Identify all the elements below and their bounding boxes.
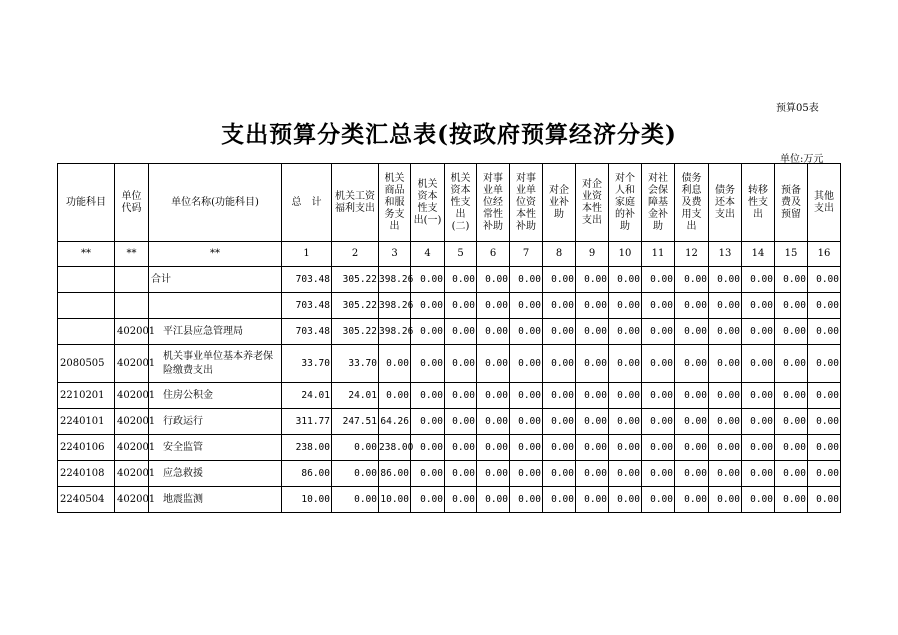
amount-cell: 398.26 xyxy=(379,293,411,319)
amount-cell: 398.26 xyxy=(379,319,411,345)
amount-cell: 0.00 xyxy=(709,345,742,383)
amount-cell: 0.00 xyxy=(742,319,775,345)
amount-cell: 0.00 xyxy=(709,461,742,487)
amount-cell: 0.00 xyxy=(775,319,808,345)
amount-cell: 0.00 xyxy=(609,383,642,409)
column-index: ** xyxy=(115,242,149,267)
amount-cell: 0.00 xyxy=(775,487,808,513)
amount-cell: 0.00 xyxy=(808,383,841,409)
unit-name-cell: 行政运行 xyxy=(149,409,282,435)
amount-cell: 0.00 xyxy=(379,383,411,409)
column-index: 8 xyxy=(543,242,576,267)
amount-cell: 0.00 xyxy=(332,487,379,513)
amount-cell: 0.00 xyxy=(411,293,445,319)
amount-cell: 0.00 xyxy=(510,383,543,409)
amount-cell: 0.00 xyxy=(445,319,477,345)
amount-cell: 0.00 xyxy=(543,461,576,487)
amount-cell: 0.00 xyxy=(543,293,576,319)
unit-name-cell: 平江县应急管理局 xyxy=(149,319,282,345)
column-header: 对事业单位经常性补助 xyxy=(477,164,510,242)
column-header: 其他支出 xyxy=(808,164,841,242)
amount-cell: 0.00 xyxy=(477,267,510,293)
amount-cell: 0.00 xyxy=(332,435,379,461)
column-header: 债务利息及费用支出 xyxy=(675,164,709,242)
amount-cell: 86.00 xyxy=(282,461,332,487)
table-row xyxy=(58,293,841,319)
unit-code-cell: 402001 xyxy=(115,435,149,461)
amount-cell: 0.00 xyxy=(510,267,543,293)
function-code-cell: 2210201 xyxy=(58,383,115,409)
amount-cell: 0.00 xyxy=(642,461,675,487)
column-header: 机关资本性支出(二) xyxy=(445,164,477,242)
amount-cell: 33.70 xyxy=(282,345,332,383)
unit-code-cell xyxy=(115,267,149,293)
column-header: 债务还本支出 xyxy=(709,164,742,242)
amount-cell: 0.00 xyxy=(642,383,675,409)
amount-cell: 0.00 xyxy=(609,293,642,319)
amount-cell: 0.00 xyxy=(445,409,477,435)
amount-cell: 0.00 xyxy=(642,293,675,319)
unit-code-cell: 402001 xyxy=(115,319,149,345)
amount-cell: 0.00 xyxy=(642,487,675,513)
amount-cell: 0.00 xyxy=(609,409,642,435)
column-index: 6 xyxy=(477,242,510,267)
amount-cell: 0.00 xyxy=(411,267,445,293)
amount-cell: 0.00 xyxy=(709,487,742,513)
amount-cell: 0.00 xyxy=(742,487,775,513)
amount-cell: 0.00 xyxy=(576,293,609,319)
column-index: 11 xyxy=(642,242,675,267)
amount-cell: 0.00 xyxy=(808,461,841,487)
amount-cell: 238.00 xyxy=(379,435,411,461)
unit-code-cell xyxy=(115,293,149,319)
function-code-cell xyxy=(58,293,115,319)
unit-code-cell: 402001 xyxy=(115,345,149,383)
column-header: 单位名称(功能科目) xyxy=(149,164,282,242)
column-index: 5 xyxy=(445,242,477,267)
amount-cell: 0.00 xyxy=(609,345,642,383)
column-header: 机关资本性支出(一) xyxy=(411,164,445,242)
table-row xyxy=(58,409,841,435)
amount-cell: 0.00 xyxy=(543,383,576,409)
amount-cell: 0.00 xyxy=(543,487,576,513)
amount-cell: 0.00 xyxy=(477,409,510,435)
column-header: 对企业资本性支出 xyxy=(576,164,609,242)
table-row xyxy=(58,267,841,293)
amount-cell: 0.00 xyxy=(576,267,609,293)
amount-cell: 0.00 xyxy=(609,461,642,487)
column-index: 13 xyxy=(709,242,742,267)
amount-cell: 703.48 xyxy=(282,293,332,319)
amount-cell: 0.00 xyxy=(510,293,543,319)
amount-cell: 0.00 xyxy=(742,409,775,435)
amount-cell: 0.00 xyxy=(576,461,609,487)
table-body xyxy=(58,267,841,513)
unit-name-cell xyxy=(149,293,282,319)
amount-cell: 0.00 xyxy=(675,267,709,293)
column-header: 机关商品和服务支出 xyxy=(379,164,411,242)
column-index: 16 xyxy=(808,242,841,267)
amount-cell: 0.00 xyxy=(477,319,510,345)
amount-cell: 10.00 xyxy=(282,487,332,513)
unit-name-cell: 地震监测 xyxy=(149,487,282,513)
amount-cell: 247.51 xyxy=(332,409,379,435)
amount-cell: 703.48 xyxy=(282,267,332,293)
unit-name-cell: 应急救援 xyxy=(149,461,282,487)
unit-name-cell: 住房公积金 xyxy=(149,383,282,409)
amount-cell: 0.00 xyxy=(543,319,576,345)
amount-cell: 0.00 xyxy=(775,435,808,461)
amount-cell: 0.00 xyxy=(808,435,841,461)
column-header: 机关工资福利支出 xyxy=(332,164,379,242)
amount-cell: 24.01 xyxy=(282,383,332,409)
amount-cell: 86.00 xyxy=(379,461,411,487)
amount-cell: 0.00 xyxy=(543,267,576,293)
amount-cell: 0.00 xyxy=(775,345,808,383)
table-row xyxy=(58,461,841,487)
amount-cell: 0.00 xyxy=(576,409,609,435)
amount-cell: 0.00 xyxy=(742,461,775,487)
amount-cell: 0.00 xyxy=(642,319,675,345)
amount-cell: 0.00 xyxy=(742,345,775,383)
amount-cell: 311.77 xyxy=(282,409,332,435)
column-index: 7 xyxy=(510,242,543,267)
amount-cell: 0.00 xyxy=(411,487,445,513)
amount-cell: 0.00 xyxy=(775,461,808,487)
amount-cell: 0.00 xyxy=(675,293,709,319)
amount-cell: 0.00 xyxy=(510,487,543,513)
table-row xyxy=(58,487,841,513)
column-index: 4 xyxy=(411,242,445,267)
amount-cell: 0.00 xyxy=(445,383,477,409)
amount-cell: 305.22 xyxy=(332,319,379,345)
amount-cell: 0.00 xyxy=(609,487,642,513)
amount-cell: 0.00 xyxy=(675,345,709,383)
amount-cell: 0.00 xyxy=(576,383,609,409)
amount-cell: 0.00 xyxy=(609,319,642,345)
amount-cell: 0.00 xyxy=(411,461,445,487)
column-header: 转移性支出 xyxy=(742,164,775,242)
amount-cell: 0.00 xyxy=(609,435,642,461)
column-index: 3 xyxy=(379,242,411,267)
amount-cell: 0.00 xyxy=(808,487,841,513)
amount-cell: 0.00 xyxy=(477,487,510,513)
amount-cell: 0.00 xyxy=(576,345,609,383)
amount-cell: 0.00 xyxy=(742,383,775,409)
column-index: ** xyxy=(58,242,115,267)
amount-cell: 703.48 xyxy=(282,319,332,345)
amount-cell: 0.00 xyxy=(709,319,742,345)
amount-cell: 0.00 xyxy=(808,409,841,435)
column-index: 2 xyxy=(332,242,379,267)
amount-cell: 0.00 xyxy=(477,293,510,319)
column-index: ** xyxy=(149,242,282,267)
amount-cell: 0.00 xyxy=(543,409,576,435)
amount-cell: 0.00 xyxy=(642,267,675,293)
amount-cell: 398.26 xyxy=(379,267,411,293)
amount-cell: 0.00 xyxy=(609,267,642,293)
amount-cell: 24.01 xyxy=(332,383,379,409)
column-header: 对事业单位资本性补助 xyxy=(510,164,543,242)
amount-cell: 0.00 xyxy=(477,461,510,487)
amount-cell: 64.26 xyxy=(379,409,411,435)
amount-cell: 0.00 xyxy=(642,435,675,461)
amount-cell: 0.00 xyxy=(477,383,510,409)
amount-cell: 0.00 xyxy=(411,435,445,461)
column-index: 9 xyxy=(576,242,609,267)
amount-cell: 0.00 xyxy=(477,345,510,383)
column-index: 14 xyxy=(742,242,775,267)
amount-cell: 0.00 xyxy=(576,487,609,513)
column-index-row xyxy=(58,242,841,267)
amount-cell: 0.00 xyxy=(742,293,775,319)
amount-cell: 0.00 xyxy=(709,435,742,461)
amount-cell: 0.00 xyxy=(445,345,477,383)
amount-cell: 238.00 xyxy=(282,435,332,461)
unit-name-cell: 合计 xyxy=(149,267,282,293)
column-header: 功能科目 xyxy=(58,164,115,242)
column-header: 预备费及预留 xyxy=(775,164,808,242)
unit-code-cell: 402001 xyxy=(115,383,149,409)
amount-cell: 0.00 xyxy=(675,487,709,513)
function-code-cell xyxy=(58,319,115,345)
amount-cell: 0.00 xyxy=(576,319,609,345)
column-header: 对社会保障基金补助 xyxy=(642,164,675,242)
amount-cell: 0.00 xyxy=(576,435,609,461)
amount-cell: 0.00 xyxy=(675,383,709,409)
amount-cell: 0.00 xyxy=(379,345,411,383)
page-title: 支出预算分类汇总表(按政府预算经济分类) xyxy=(221,121,677,148)
table-row xyxy=(58,345,841,383)
amount-cell: 33.70 xyxy=(332,345,379,383)
amount-cell: 0.00 xyxy=(808,267,841,293)
table-row xyxy=(58,435,841,461)
column-header: 单位代码 xyxy=(115,164,149,242)
amount-cell: 0.00 xyxy=(808,345,841,383)
amount-cell: 0.00 xyxy=(445,435,477,461)
amount-cell: 0.00 xyxy=(675,319,709,345)
amount-cell: 0.00 xyxy=(477,435,510,461)
amount-cell: 0.00 xyxy=(642,409,675,435)
header-row xyxy=(58,164,841,242)
amount-cell: 0.00 xyxy=(775,293,808,319)
amount-cell: 0.00 xyxy=(445,293,477,319)
table-row xyxy=(58,319,841,345)
amount-cell: 0.00 xyxy=(742,435,775,461)
unit-code-cell: 402001 xyxy=(115,487,149,513)
amount-cell: 0.00 xyxy=(775,409,808,435)
amount-cell: 0.00 xyxy=(543,345,576,383)
budget-table xyxy=(57,163,841,513)
amount-cell: 305.22 xyxy=(332,267,379,293)
amount-cell: 0.00 xyxy=(332,461,379,487)
column-header: 对个人和家庭的补助 xyxy=(609,164,642,242)
function-code-cell: 2240504 xyxy=(58,487,115,513)
function-code-cell: 2240101 xyxy=(58,409,115,435)
amount-cell: 0.00 xyxy=(510,461,543,487)
function-code-cell: 2240106 xyxy=(58,435,115,461)
amount-cell: 0.00 xyxy=(445,267,477,293)
amount-cell: 0.00 xyxy=(411,319,445,345)
form-number: 预算05表 xyxy=(776,103,819,114)
amount-cell: 0.00 xyxy=(543,435,576,461)
unit-name-cell: 机关事业单位基本养老保险缴费支出 xyxy=(149,345,282,383)
amount-cell: 0.00 xyxy=(445,461,477,487)
column-header: 总 计 xyxy=(282,164,332,242)
amount-cell: 0.00 xyxy=(775,383,808,409)
amount-cell: 0.00 xyxy=(411,345,445,383)
unit-code-cell: 402001 xyxy=(115,461,149,487)
column-index: 12 xyxy=(675,242,709,267)
amount-cell: 0.00 xyxy=(510,435,543,461)
amount-cell: 0.00 xyxy=(808,293,841,319)
amount-cell: 0.00 xyxy=(709,409,742,435)
table-row xyxy=(58,383,841,409)
amount-cell: 0.00 xyxy=(808,319,841,345)
amount-cell: 0.00 xyxy=(675,409,709,435)
amount-cell: 10.00 xyxy=(379,487,411,513)
column-index: 1 xyxy=(282,242,332,267)
amount-cell: 0.00 xyxy=(642,345,675,383)
function-code-cell: 2080505 xyxy=(58,345,115,383)
amount-cell: 0.00 xyxy=(510,319,543,345)
unit-code-cell: 402001 xyxy=(115,409,149,435)
column-header: 对企业补助 xyxy=(543,164,576,242)
amount-cell: 0.00 xyxy=(775,267,808,293)
function-code-cell xyxy=(58,267,115,293)
amount-cell: 0.00 xyxy=(709,383,742,409)
amount-cell: 0.00 xyxy=(445,487,477,513)
amount-cell: 0.00 xyxy=(709,293,742,319)
amount-cell: 305.22 xyxy=(332,293,379,319)
amount-cell: 0.00 xyxy=(709,267,742,293)
column-index: 15 xyxy=(775,242,808,267)
unit-label: 单位:万元 xyxy=(780,154,824,165)
amount-cell: 0.00 xyxy=(411,409,445,435)
unit-name-cell: 安全监管 xyxy=(149,435,282,461)
amount-cell: 0.00 xyxy=(675,461,709,487)
amount-cell: 0.00 xyxy=(510,345,543,383)
column-index: 10 xyxy=(609,242,642,267)
amount-cell: 0.00 xyxy=(742,267,775,293)
function-code-cell: 2240108 xyxy=(58,461,115,487)
amount-cell: 0.00 xyxy=(411,383,445,409)
amount-cell: 0.00 xyxy=(675,435,709,461)
amount-cell: 0.00 xyxy=(510,409,543,435)
